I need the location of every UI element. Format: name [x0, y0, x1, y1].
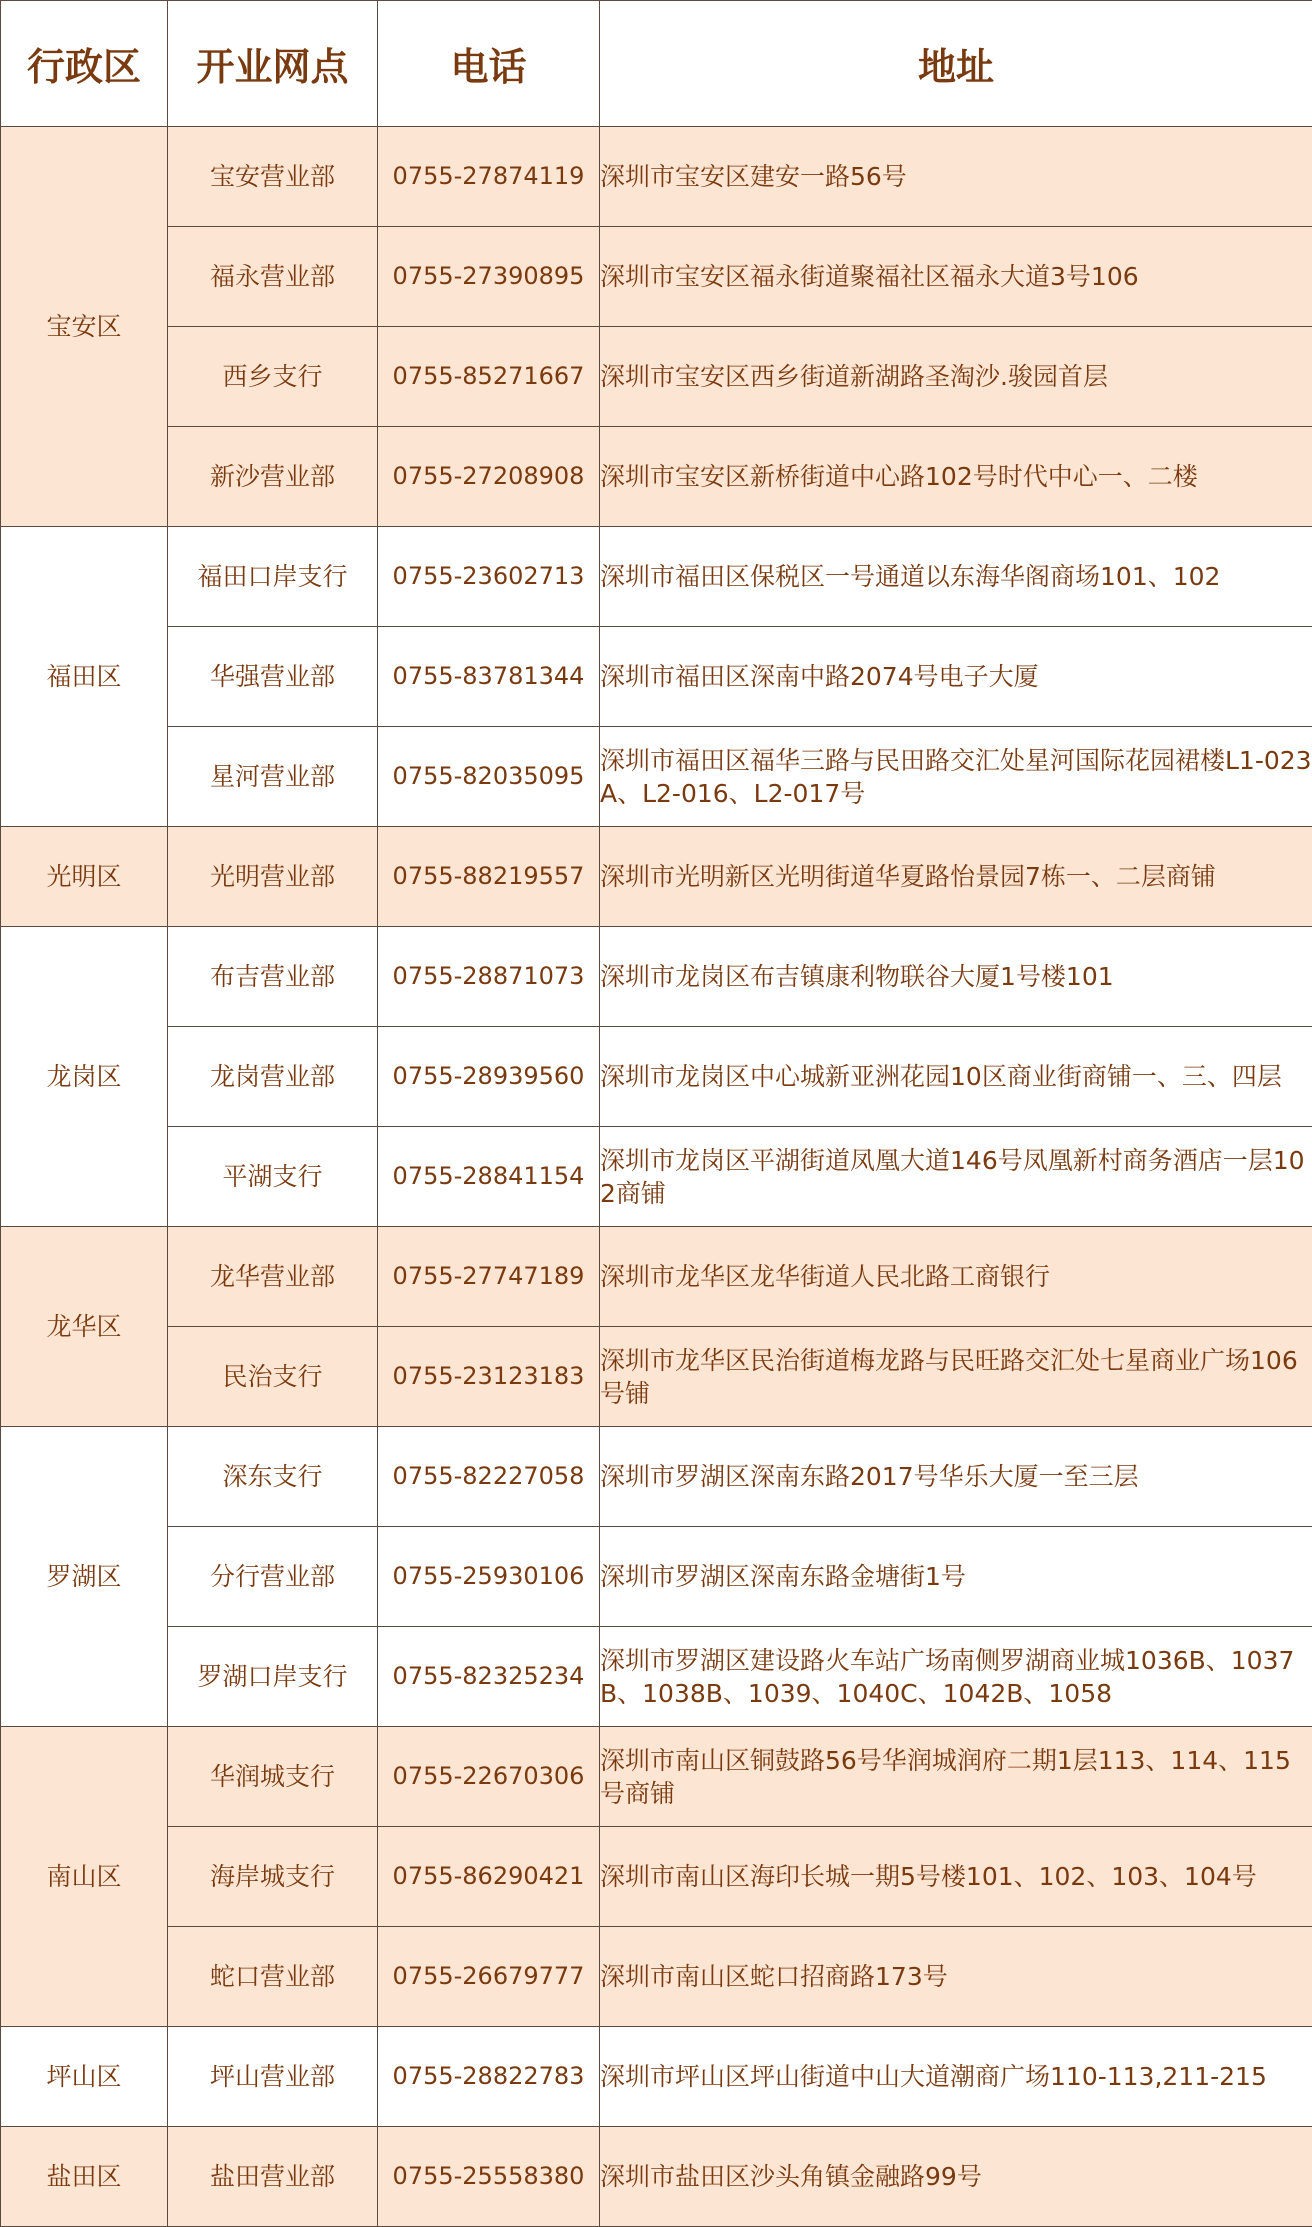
district-cell: 罗湖区	[1, 1427, 168, 1727]
address-cell: 深圳市宝安区福永街道聚福社区福永大道3号106	[600, 227, 1312, 327]
table-row	[1, 427, 1312, 527]
address-cell: 深圳市龙华区民治街道梅龙路与民旺路交汇处七星商业广场106号铺	[600, 1327, 1312, 1427]
table-row	[1, 227, 1312, 327]
district-cell: 宝安区	[1, 127, 168, 527]
district-cell: 福田区	[1, 527, 168, 827]
table-row	[1, 1727, 1312, 1827]
branch-cell: 罗湖口岸支行	[168, 1627, 378, 1727]
phone-cell: 0755-85271667	[378, 327, 600, 427]
phone-cell: 0755-83781344	[378, 627, 600, 727]
address-cell: 深圳市罗湖区建设路火车站广场南侧罗湖商业城1036B、1037B、1038B、1039、1040C、1042B、1058	[600, 1627, 1312, 1727]
header-branch: 开业网点	[168, 1, 378, 127]
address-cell: 深圳市福田区福华三路与民田路交汇处星河国际花园裙楼L1-023A、L2-016、L2-017号	[600, 727, 1312, 827]
branch-cell: 深东支行	[168, 1427, 378, 1527]
address-cell: 深圳市宝安区建安一路56号	[600, 127, 1312, 227]
table-header	[1, 1, 1312, 127]
header-row	[1, 1, 1312, 127]
table-row	[1, 627, 1312, 727]
phone-cell: 0755-26679777	[378, 1927, 600, 2027]
phone-cell: 0755-27208908	[378, 427, 600, 527]
table-row	[1, 1927, 1312, 2027]
branch-cell: 海岸城支行	[168, 1827, 378, 1927]
branch-cell: 平湖支行	[168, 1127, 378, 1227]
table-row	[1, 1327, 1312, 1427]
header-address: 地址	[600, 1, 1312, 127]
district-cell: 光明区	[1, 827, 168, 927]
branch-cell: 福田口岸支行	[168, 527, 378, 627]
branch-cell: 民治支行	[168, 1327, 378, 1427]
branch-cell: 坪山营业部	[168, 2027, 378, 2127]
address-cell: 深圳市光明新区光明街道华夏路怡景园7栋一、二层商铺	[600, 827, 1312, 927]
address-cell: 深圳市宝安区新桥街道中心路102号时代中心一、二楼	[600, 427, 1312, 527]
branch-cell: 华强营业部	[168, 627, 378, 727]
branch-cell: 华润城支行	[168, 1727, 378, 1827]
header-district: 行政区	[1, 1, 168, 127]
phone-cell: 0755-23123183	[378, 1327, 600, 1427]
table-row	[1, 927, 1312, 1027]
phone-cell: 0755-27390895	[378, 227, 600, 327]
table-row	[1, 1627, 1312, 1727]
branch-cell: 西乡支行	[168, 327, 378, 427]
address-cell: 深圳市坪山区坪山街道中山大道潮商广场110-113,211-215	[600, 2027, 1312, 2127]
district-cell: 龙华区	[1, 1227, 168, 1427]
district-cell: 盐田区	[1, 2127, 168, 2227]
branch-cell: 星河营业部	[168, 727, 378, 827]
branch-cell: 盐田营业部	[168, 2127, 378, 2227]
branch-cell: 光明营业部	[168, 827, 378, 927]
address-cell: 深圳市龙岗区布吉镇康利物联谷大厦1号楼101	[600, 927, 1312, 1027]
address-cell: 深圳市福田区深南中路2074号电子大厦	[600, 627, 1312, 727]
table-row	[1, 1527, 1312, 1627]
table-row	[1, 1027, 1312, 1127]
district-cell: 南山区	[1, 1727, 168, 2027]
table-row	[1, 327, 1312, 427]
phone-cell: 0755-88219557	[378, 827, 600, 927]
table-row	[1, 2027, 1312, 2127]
phone-cell: 0755-25558380	[378, 2127, 600, 2227]
phone-cell: 0755-22670306	[378, 1727, 600, 1827]
address-cell: 深圳市罗湖区深南东路金塘街1号	[600, 1527, 1312, 1627]
phone-cell: 0755-28871073	[378, 927, 600, 1027]
table-row	[1, 1427, 1312, 1527]
phone-cell: 0755-28841154	[378, 1127, 600, 1227]
address-cell: 深圳市宝安区西乡街道新湖路圣淘沙.骏园首层	[600, 327, 1312, 427]
table-row	[1, 727, 1312, 827]
branch-cell: 宝安营业部	[168, 127, 378, 227]
table-row	[1, 127, 1312, 227]
phone-cell: 0755-82325234	[378, 1627, 600, 1727]
branch-cell: 布吉营业部	[168, 927, 378, 1027]
phone-cell: 0755-86290421	[378, 1827, 600, 1927]
table-row	[1, 527, 1312, 627]
table-row	[1, 827, 1312, 927]
phone-cell: 0755-25930106	[378, 1527, 600, 1627]
address-cell: 深圳市南山区海印长城一期5号楼101、102、103、104号	[600, 1827, 1312, 1927]
phone-cell: 0755-27874119	[378, 127, 600, 227]
branch-cell: 福永营业部	[168, 227, 378, 327]
address-cell: 深圳市福田区保税区一号通道以东海华阁商场101、102	[600, 527, 1312, 627]
address-cell: 深圳市龙岗区平湖街道凤凰大道146号凤凰新村商务酒店一层102商铺	[600, 1127, 1312, 1227]
table-row	[1, 1827, 1312, 1927]
branch-cell: 蛇口营业部	[168, 1927, 378, 2027]
header-phone: 电话	[378, 1, 600, 127]
branch-cell: 龙华营业部	[168, 1227, 378, 1327]
table-row	[1, 1227, 1312, 1327]
branch-cell: 分行营业部	[168, 1527, 378, 1627]
address-cell: 深圳市南山区蛇口招商路173号	[600, 1927, 1312, 2027]
phone-cell: 0755-23602713	[378, 527, 600, 627]
table-row	[1, 1127, 1312, 1227]
address-cell: 深圳市龙华区龙华街道人民北路工商银行	[600, 1227, 1312, 1327]
address-cell: 深圳市南山区铜鼓路56号华润城润府二期1层113、114、115号商铺	[600, 1727, 1312, 1827]
district-cell: 龙岗区	[1, 927, 168, 1227]
table-body	[1, 127, 1312, 2227]
phone-cell: 0755-82035095	[378, 727, 600, 827]
address-cell: 深圳市龙岗区中心城新亚洲花园10区商业街商铺一、三、四层	[600, 1027, 1312, 1127]
table-row	[1, 2127, 1312, 2227]
address-cell: 深圳市盐田区沙头角镇金融路99号	[600, 2127, 1312, 2227]
phone-cell: 0755-82227058	[378, 1427, 600, 1527]
branch-cell: 新沙营业部	[168, 427, 378, 527]
phone-cell: 0755-28939560	[378, 1027, 600, 1127]
district-cell: 坪山区	[1, 2027, 168, 2127]
branch-cell: 龙岗营业部	[168, 1027, 378, 1127]
address-cell: 深圳市罗湖区深南东路2017号华乐大厦一至三层	[600, 1427, 1312, 1527]
phone-cell: 0755-28822783	[378, 2027, 600, 2127]
phone-cell: 0755-27747189	[378, 1227, 600, 1327]
